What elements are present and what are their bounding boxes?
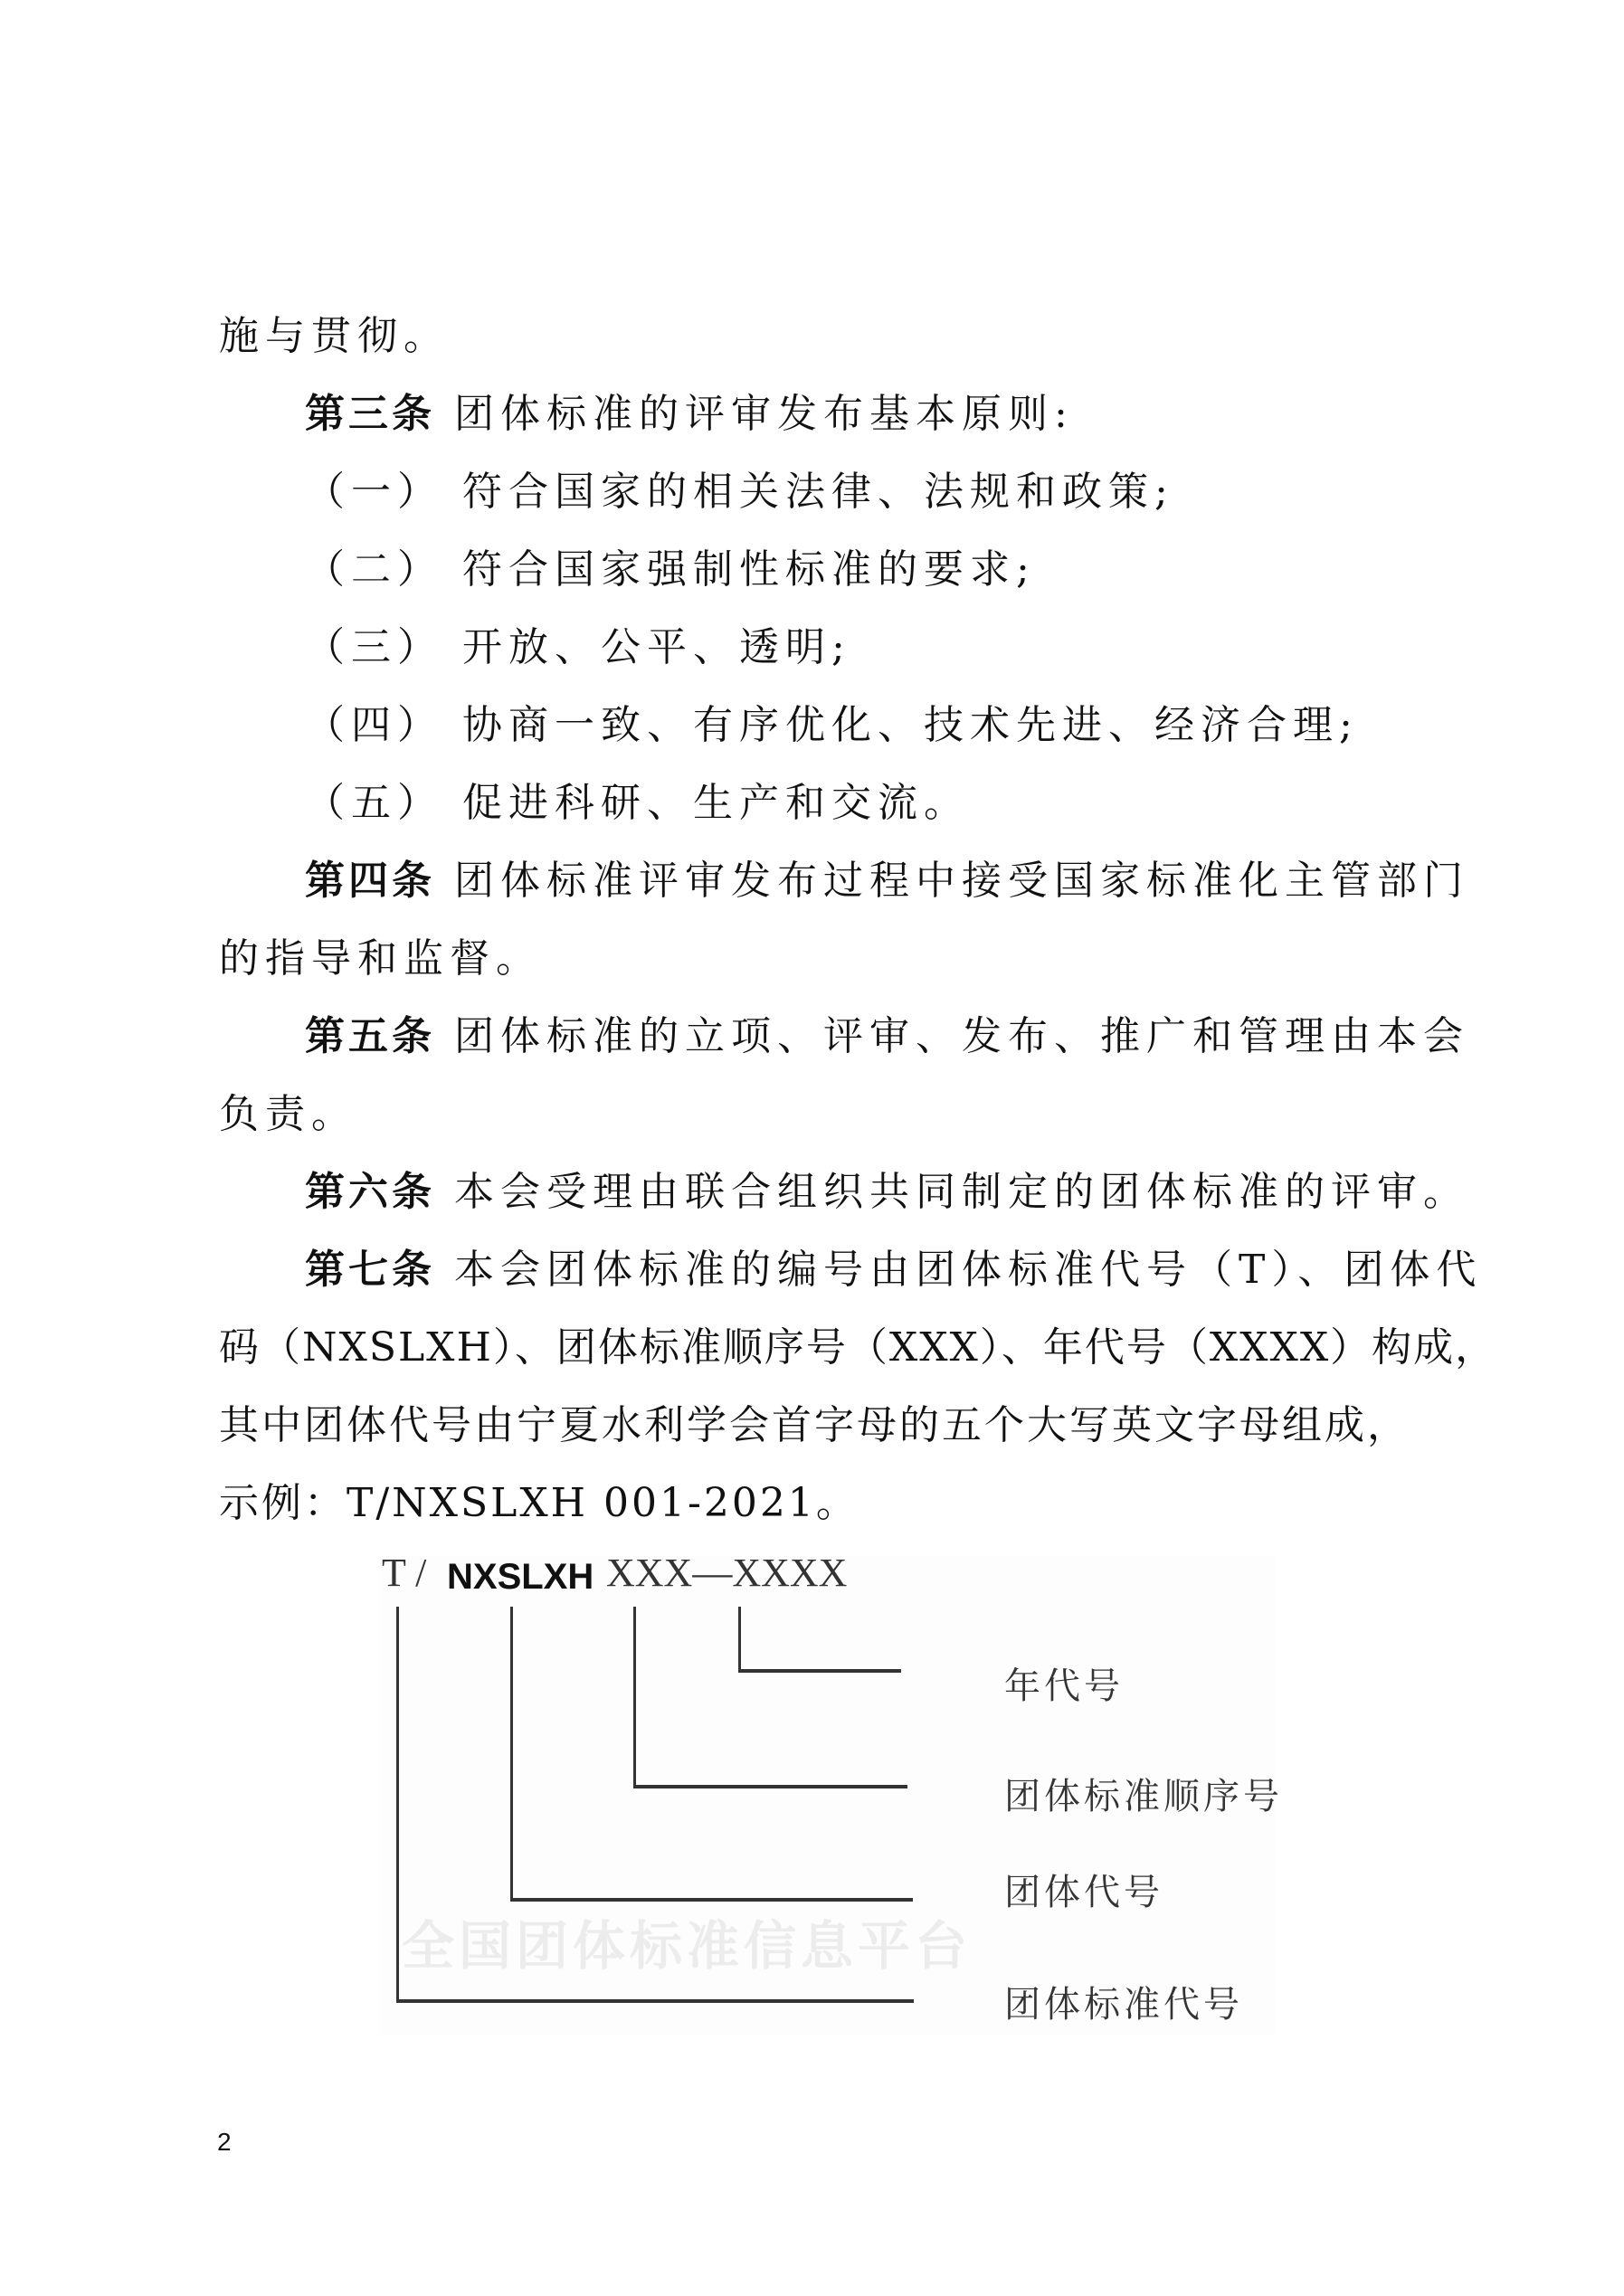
article-7-line-2 [219, 1324, 1497, 1371]
line-text: 码（NXSLXH）、团体标准顺序号（XXX）、年代号（XXXX）构成， [219, 1324, 1497, 1371]
text-line-continuation [219, 314, 1431, 359]
article-label: 第三条 [305, 391, 435, 437]
article-label: 第七条 [305, 1247, 435, 1293]
article-text: 团体标准的评审发布基本原则: [454, 391, 1074, 437]
connector-std-horizontal [396, 1999, 914, 2003]
item-text: 符合国家的相关法律、法规和政策; [462, 469, 1174, 515]
article-text: 团体标准的立项、评审、发布、推广和管理由本会 [454, 1013, 1469, 1059]
article-text: 本会受理由联合组织共同制定的团体标准的评审。 [454, 1169, 1469, 1215]
page-number: 2 [217, 2128, 232, 2156]
article-5 [305, 1014, 1517, 1059]
connector-sequence-vertical [633, 1607, 636, 1788]
item-label: （一） [305, 469, 443, 515]
line-text: 施与贯彻。 [219, 313, 450, 359]
label-sequence-number: 团体标准顺序号 [1004, 1776, 1283, 1817]
principle-item-5 [305, 781, 1517, 826]
line-text: 示例：T/NXSLXH 001-2021。 [219, 1480, 859, 1526]
article-label: 第六条 [305, 1169, 435, 1215]
label-org-code: 团体代号 [1004, 1872, 1163, 1913]
item-text: 符合国家强制性标准的要求; [462, 546, 1036, 593]
item-label: （四） [305, 702, 443, 748]
article-7-line-3 [219, 1403, 1431, 1448]
item-text: 促进科研、生产和交流。 [462, 780, 970, 826]
code-suffix: XXX—XXXX [606, 1551, 848, 1595]
article-3-heading [305, 392, 1517, 437]
label-std-code: 团体标准代号 [1004, 1984, 1243, 2026]
article-text: 团体标准评审发布过程中接受国家标准化主管部门 [454, 858, 1469, 904]
article-7 [305, 1248, 1517, 1293]
principle-item-3 [305, 625, 1517, 670]
code-org: NXSLXH [447, 1557, 594, 1597]
connector-std-vertical [396, 1607, 399, 2003]
principle-item-2 [305, 547, 1517, 593]
article-label: 第五条 [305, 1013, 435, 1059]
article-4-continuation [219, 936, 1431, 982]
connector-year-vertical [738, 1607, 741, 1672]
principle-item-4 [305, 703, 1517, 748]
connector-org-vertical [510, 1607, 513, 1902]
watermark: 全国团体标准信息平台 [402, 1916, 973, 1976]
item-text: 开放、公平、透明; [462, 624, 851, 670]
article-label: 第四条 [305, 858, 435, 904]
line-text: 负责。 [219, 1091, 357, 1137]
article-7-example [219, 1481, 1431, 1526]
line-text: 的指导和监督。 [219, 935, 542, 982]
connector-sequence-horizontal [633, 1785, 907, 1788]
label-year-code: 年代号 [1004, 1665, 1124, 1707]
item-text: 协商一致、有序优化、技术先进、经济合理; [462, 702, 1359, 748]
line-text: 其中团体代号由宁夏水利学会首字母的五个大写英文字母组成， [219, 1402, 1410, 1448]
article-6 [305, 1170, 1517, 1215]
article-text: 本会团体标准的编号由团体标准代号（T）、团体代 [454, 1247, 1483, 1293]
item-label: （二） [305, 546, 443, 593]
article-4 [305, 859, 1517, 904]
connector-year-horizontal [738, 1669, 901, 1673]
item-label: （五） [305, 780, 443, 826]
article-5-continuation [219, 1092, 1431, 1137]
code-prefix: T / [382, 1551, 427, 1595]
principle-item-1 [305, 470, 1517, 515]
connector-org-horizontal [510, 1898, 913, 1902]
item-label: （三） [305, 624, 443, 670]
standard-number-diagram [362, 1538, 1285, 2045]
